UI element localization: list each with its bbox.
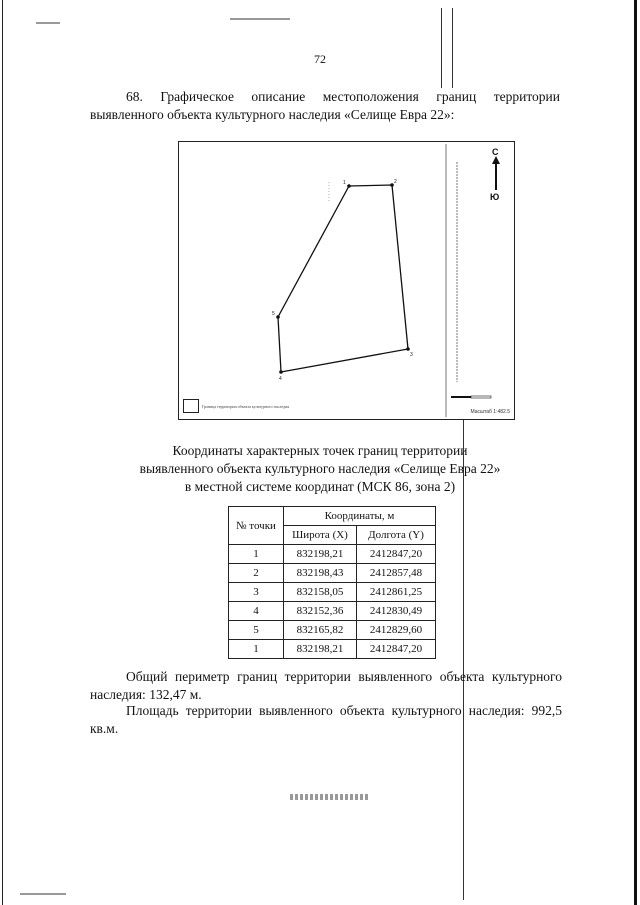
cell-x: 832198,43: [284, 564, 357, 583]
area-label: Площадь территории выявленного объекта культурного наследия:: [126, 703, 525, 718]
cell-y: 2412861,25: [357, 583, 436, 602]
scan-artifact-line: [452, 8, 453, 88]
section-heading: [90, 88, 560, 124]
page-number: 72: [314, 52, 326, 66]
cell-x: 832165,82: [284, 621, 357, 640]
cell-point: 1: [229, 640, 284, 659]
scan-noise: [20, 893, 66, 895]
header-y: Долгота (Y): [357, 526, 436, 545]
point-label-2: 2: [394, 179, 397, 185]
map-legend: [183, 399, 289, 413]
cell-point: 5: [229, 621, 284, 640]
header-point: № точки: [229, 507, 284, 545]
table-caption: [0, 442, 640, 496]
cell-point: 4: [229, 602, 284, 621]
cell-y: 2412857,48: [357, 564, 436, 583]
area-value: 992,5 кв.м.: [90, 703, 562, 736]
point-label-3: 3: [410, 352, 413, 358]
area-paragraph: [90, 702, 562, 738]
boundary-point-4: [279, 370, 283, 374]
legend-text: Граница территории объекта культурного наследия: [202, 403, 290, 409]
north-arrow-icon: [492, 156, 500, 190]
cell-point: 3: [229, 583, 284, 602]
boundary-map: [178, 141, 515, 420]
header-x: Широта (X): [284, 526, 357, 545]
caption-line-1: Координаты характерных точек границ территории: [172, 443, 468, 458]
boundary-point-3: [406, 347, 410, 351]
table-row: [229, 640, 436, 659]
cell-point: 2: [229, 564, 284, 583]
cell-y: 2412847,20: [357, 545, 436, 564]
heading-number: 68.: [126, 89, 143, 104]
legend-symbol-icon: [183, 399, 199, 413]
perimeter-paragraph: [90, 668, 562, 704]
scan-noise: [36, 22, 60, 24]
cell-y: 2412829,60: [357, 621, 436, 640]
point-label-5: 5: [272, 311, 275, 317]
map-drawing: [179, 142, 514, 419]
header-coordinates: Координаты, м: [284, 507, 436, 526]
table-row: [229, 564, 436, 583]
caption-line-3: в местной системе координат (МСК 86, зона 2): [184, 479, 456, 494]
table-row: [229, 602, 436, 621]
boundary-point-5: [276, 315, 280, 319]
scan-artifact-line: [441, 8, 442, 88]
cell-x: 832198,21: [284, 640, 357, 659]
boundary-point-1: [347, 184, 351, 188]
territory-boundary-polygon: [278, 185, 408, 372]
cell-x: 832158,05: [284, 583, 357, 602]
north-label: С: [492, 147, 499, 157]
perimeter-value: 132,47 м.: [149, 687, 202, 702]
cell-y: 2412830,49: [357, 602, 436, 621]
scan-noise: [230, 18, 290, 20]
south-label: Ю: [490, 192, 500, 202]
table-row: [229, 583, 436, 602]
faint-stamp-mark: [290, 794, 370, 800]
caption-line-2: выявленного объекта культурного наследия «Селище Евра 22»: [139, 461, 501, 476]
cell-x: 832198,21: [284, 545, 357, 564]
cell-point: 1: [229, 545, 284, 564]
scale-bar: [451, 396, 491, 398]
coordinates-table: [228, 506, 436, 659]
point-label-1: 1: [343, 180, 346, 186]
cell-y: 2412847,20: [357, 640, 436, 659]
scale-label: Масштаб 1:482.5: [470, 409, 510, 415]
heading-text: Графическое описание местоположения границ территории выявленного объекта культурного наследия «Селище Евра 22»:: [90, 89, 561, 122]
cell-x: 832152,36: [284, 602, 357, 621]
table-row: [229, 545, 436, 564]
table-row: [229, 621, 436, 640]
perimeter-label: Общий периметр границ территории выявленного объекта культурного наследия:: [90, 669, 562, 702]
point-label-4: 4: [279, 376, 282, 382]
table-header-row: [229, 507, 436, 526]
boundary-points: [276, 183, 410, 374]
